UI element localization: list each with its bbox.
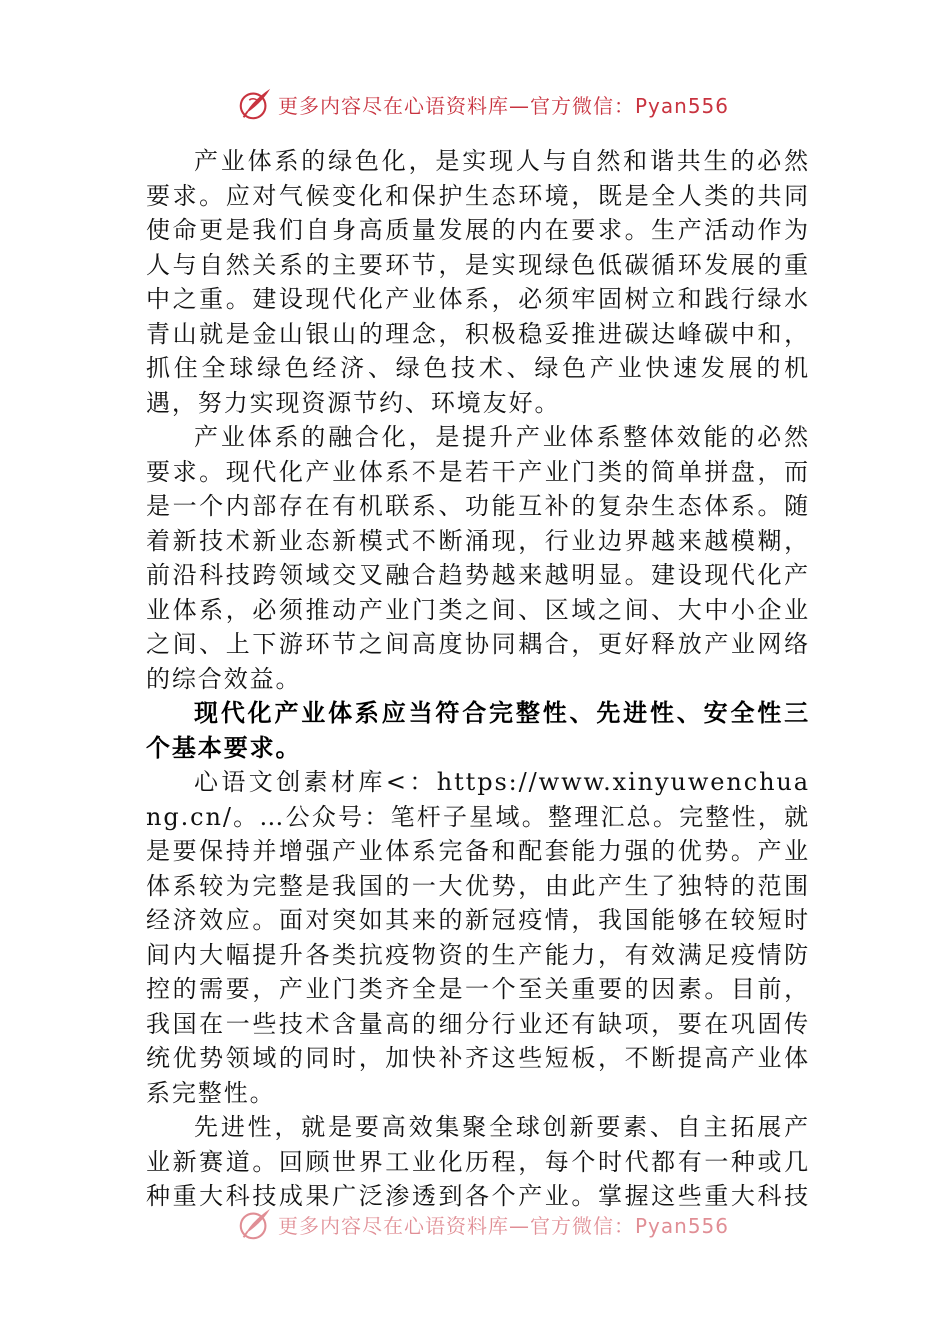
header-watermark (236, 84, 729, 124)
paragraph-advancement: 先进性，就是要高效集聚全球创新要素、自主拓展产业新赛道。回顾世界工业化历程，每个时代都有一种或几种重大科技成果广泛渗透到各个产业。掌握这些重大科技 (146, 1113, 810, 1210)
paragraph-completeness: 心语文创素材库<：https://www.xinyuwenchuang.cn/。…公众号：笔杆子星域。整理汇总。完整性，就是要保持并增强产业体系完备和配套能力强的优势。产业体系较为完整是我国的一大优势，由此产生了独特的范围经济效应。面对突如其来的新冠疫情，我国能够在较短时间内大幅提升各类抗疫物资的生产能力，有效满足疫情防控的需要，产业门类齐全是一个至关重要的因素。目前，我国在一些技术含量高的细分行业还有缺项，要在巩固传统优势领域的同时，加快补齐这些短板，不断提高产业体系完整性。 (146, 768, 810, 1107)
paragraph-green: 产业体系的绿色化，是实现人与自然和谐共生的必然要求。应对气候变化和保护生态环境，既是全人类的共同使命更是我们自身高质量发展的内在要求。生产活动作为人与自然关系的主要环节，是实现绿色低碳循环发展的重中之重。建设现代化产业体系，必须牢固树立和践行绿水青山就是金山银山的理念，积极稳妥推进碳达峰碳中和，抓住全球绿色经济、绿色技术、绿色产业快速发展的机遇，努力实现资源节约、环境友好。 (146, 147, 810, 417)
footer-watermark (236, 1204, 729, 1244)
quill-logo-icon (236, 85, 274, 123)
watermark-text: 更多内容尽在心语资料库—官方微信：Pyan556 (278, 1213, 730, 1238)
watermark-text: 更多内容尽在心语资料库—官方微信：Pyan556 (278, 93, 730, 118)
quill-logo-icon (236, 1205, 274, 1243)
section-heading: 现代化产业体系应当符合完整性、先进性、安全性三个基本要求。 (146, 699, 810, 762)
paragraph-integration: 产业体系的融合化，是提升产业体系整体效能的必然要求。现代化产业体系不是若干产业门类的简单拼盘，而是一个内部存在有机联系、功能互补的复杂生态体系。随着新技术新业态新模式不断涌现，行业边界越来越模糊，前沿科技跨领域交叉融合趋势越来越明显。建设现代化产业体系，必须推动产业门类之间、区域之间、大中小企业之间、上下游环节之间高度协同耦合，更好释放产业网络的综合效益。 (146, 423, 810, 693)
article-body (146, 144, 810, 1212)
